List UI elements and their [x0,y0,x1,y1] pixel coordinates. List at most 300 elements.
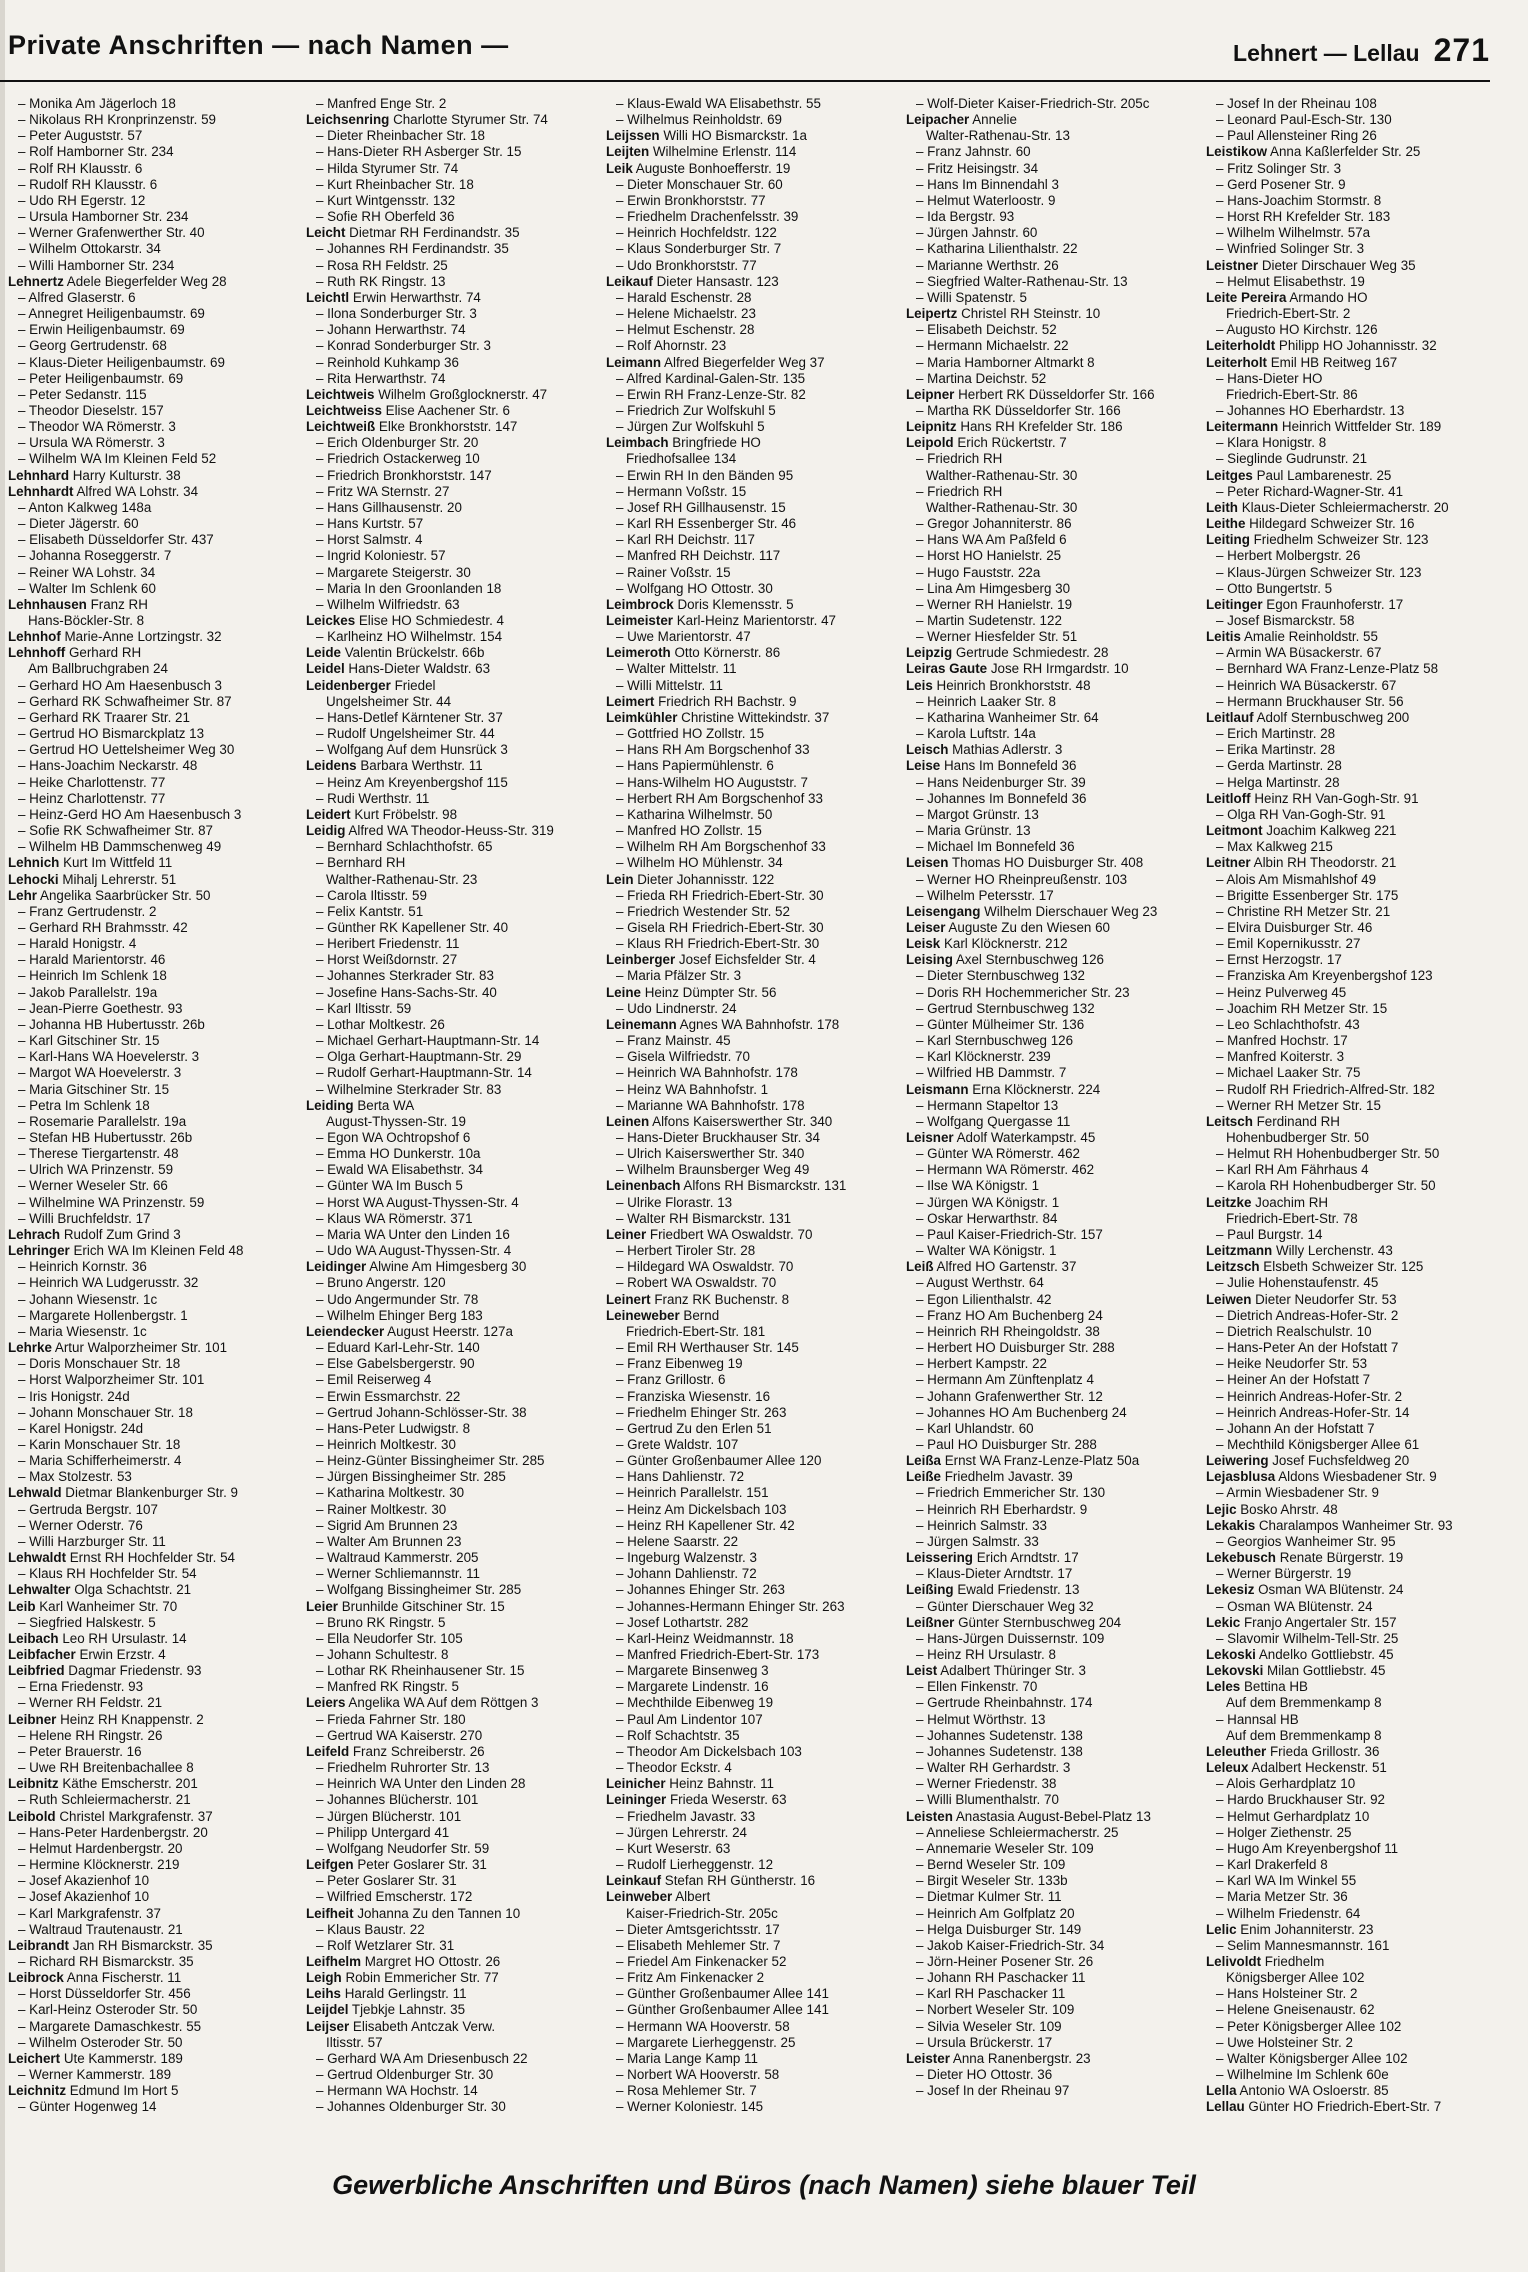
directory-entry: – Karl RH Essenberger Str. 46 [616,516,797,532]
directory-entry: – Heinz Pulverweg 45 [1216,984,1347,1000]
directory-entry: – Mechthild Königsberger Allee 61 [1216,1436,1420,1452]
directory-entry: – Udo Lindnerstr. 24 [616,1000,737,1016]
surname: Lekovski [1206,1663,1264,1679]
surname: Lejic [1206,1501,1237,1517]
directory-entry: – Friedrich Bronkhorststr. 147 [316,467,492,483]
surname: Leichtweis [306,386,375,402]
directory-entry: – Georgios Wanheimer Str. 95 [1216,1533,1396,1549]
directory-entry: – Sofie RH Oberfeld 36 [316,209,455,225]
directory-entry: – Oskar Herwarthstr. 84 [916,1210,1058,1226]
directory-entry: Leismann Erna Klöcknerstr. 224 [906,1081,1101,1097]
directory-entry: – Jürgen Blücherstr. 101 [316,1808,462,1824]
directory-entry: – Johannes HO Am Buchenberg 24 [916,1404,1127,1420]
surname: Leipzig [906,645,953,661]
directory-entry: – Rosa RH Feldstr. 25 [316,257,448,273]
directory-entry: Leis Heinrich Bronkhorststr. 48 [906,677,1091,693]
directory-entry: – Maria Gitschiner Str. 15 [18,1081,170,1097]
directory-entry: – Heinz-Günter Bissingheimer Str. 285 [316,1453,545,1469]
directory-entry: Auf dem Bremmenkamp 8 [1226,1727,1382,1743]
surname: Leipacher [906,112,970,128]
directory-entry: – Rudolf Ungelsheimer Str. 44 [316,726,495,742]
directory-entry: – Jürgen Jahnstr. 60 [916,225,1038,241]
directory-entry: – Heinrich Kornstr. 36 [18,1259,147,1275]
surname: Leleux [1206,1760,1249,1776]
directory-entry: Leinemann Agnes WA Bahnhofstr. 178 [606,1016,840,1032]
surname: Leimert [606,693,655,709]
directory-entry: – Maria WA Unter den Linden 16 [316,1226,510,1242]
directory-entry: Leisch Mathias Adlerstr. 3 [906,742,1063,758]
surname: Leißa [906,1453,941,1469]
surname: Leide [306,645,341,661]
directory-entry: Leibfried Dagmar Friedenstr. 93 [8,1663,202,1679]
surname: Leichtweiß [306,419,376,435]
directory-entry: – Erwin RH In den Bänden 95 [616,467,794,483]
directory-entry: – Joachim RH Metzer Str. 15 [1216,1000,1388,1016]
surname: Leichtweiss [306,402,382,418]
directory-entry: – Johannes Im Bonnefeld 36 [916,790,1087,806]
directory-entry: – Jakob Parallelstr. 19a [18,984,158,1000]
directory-entry: – Karl RH Deichstr. 117 [616,532,755,548]
directory-entry: Leissering Erich Arndtstr. 17 [906,1550,1079,1566]
directory-entry: – Walter Königsberger Allee 102 [1216,2050,1408,2066]
directory-entry: – Karlheinz HO Wilhelmstr. 154 [316,629,503,645]
directory-entry: – Horst Weißdornstr. 27 [316,952,458,968]
directory-entry: – Wilhelm Wilhelmstr. 57a [1216,225,1371,241]
surname: Leinkauf [606,1873,662,1889]
surname: Leitzmann [1206,1243,1273,1259]
directory-entry: Leitloff Heinz RH Van-Gogh-Str. 91 [1206,790,1419,806]
surname: Leifheit [306,1905,354,1921]
directory-entry: – Kurt Weserstr. 63 [616,1840,731,1856]
surname: Leister [906,2050,950,2066]
directory-entry: – Manfred RK Ringstr. 5 [316,1679,459,1695]
directory-entry: Lekesiz Osman WA Blütenstr. 24 [1206,1582,1404,1598]
directory-entry: – Günter WA Römerstr. 462 [916,1146,1080,1162]
directory-entry: – Fritz Solinger Str. 3 [1216,160,1342,176]
directory-entry: Leisner Adolf Waterkampstr. 45 [906,1130,1096,1145]
surname: Leidert [306,806,351,822]
surname: Leist [906,1663,938,1679]
surname: Leichsenring [306,112,390,128]
directory-entry: Leihs Harald Gerlingstr. 11 [306,1986,467,2002]
directory-entry: – Rolf Ahornstr. 23 [616,338,727,354]
directory-entry: Leitlauf Adolf Sternbuschweg 200 [1206,709,1410,725]
directory-entry: Iltisstr. 57 [326,2034,383,2050]
directory-entry: – Klaus Sonderburger Str. 7 [616,241,782,257]
directory-entry: – Friedhelm Ehinger Str. 263 [616,1404,787,1420]
directory-entry: – Hans-Wilhelm HO Auguststr. 7 [616,774,808,790]
directory-entry: – Karl Klöcknerstr. 239 [916,1049,1051,1065]
directory-entry: – Friedrich RH [916,451,1003,467]
directory-entry: – Friedrich Zur Wolfskuhl 5 [616,402,776,418]
directory-entry: – Klaus RH Hochfelder Str. 54 [18,1566,197,1582]
directory-entry: – Helga Duisburger Str. 149 [916,1921,1082,1937]
surname: Lehnhoff [8,645,66,661]
directory-entry: Friedrich-Ebert-Str. 2 [1226,306,1351,322]
directory-entry: – Helmut RH Hohenbudberger Str. 50 [1216,1146,1440,1162]
directory-entry: Leijssen Willi HO Bismarckstr. 1a [606,128,807,144]
directory-entry: – Johann RH Paschacker 11 [916,1970,1086,1986]
directory-entry: – Wilfried HB Dammstr. 7 [916,1065,1067,1081]
directory-entry: – Karl WA Im Winkel 55 [1216,1873,1357,1889]
surname: Leise [906,758,941,774]
column-2 [306,96,598,2176]
directory-entry: – Johannes Oldenburger Str. 30 [316,2099,506,2115]
directory-entry: – Helmut Hardenbergstr. 20 [18,1840,183,1856]
surname: Leitinger [1206,596,1263,612]
directory-entry: Königsberger Allee 102 [1226,1970,1365,1986]
directory-entry: Leleuther Frieda Grillostr. 36 [1206,1743,1380,1759]
directory-entry: – Hermann WA Hooverstr. 58 [616,2018,790,2034]
directory-entry: – Martina Deichstr. 52 [916,370,1047,386]
directory-entry: – Hans Holsteiner Str. 2 [1216,1986,1358,2002]
directory-entry: – Heinrich Andreas-Hofer-Str. 2 [1216,1388,1403,1404]
directory-entry: Leinenbach Alfons RH Bismarckstr. 131 [606,1178,847,1194]
directory-entry: – Wilhelmus Reinholdstr. 69 [616,112,782,128]
directory-entry: Leiwering Josef Fuchsfeldweg 20 [1206,1453,1410,1469]
directory-entry: – Katharina Wilhelmstr. 50 [616,806,773,822]
directory-entry: Leidig Alfred WA Theodor-Heuss-Str. 319 [306,823,554,839]
directory-entry: – Paul Burgstr. 14 [1216,1226,1323,1242]
directory-entry: – Margot WA Hoevelerstr. 3 [18,1065,182,1081]
directory-entry: – Willi Blumenthalstr. 70 [916,1792,1059,1808]
directory-entry: Leidenberger Friedel [306,677,436,693]
directory-entry: Lejasblusa Aldons Wiesbadener Str. 9 [1206,1469,1437,1485]
directory-entry: – Dietrich Realschulstr. 10 [1216,1323,1372,1339]
surname: Leiser [906,919,946,935]
surname: Lehr [8,887,38,903]
directory-entry: – Josef Bismarckstr. 58 [1216,613,1355,628]
surname: Leinenbach [606,1178,681,1194]
surname: Leinert [606,1291,651,1307]
page-header [0,30,1490,78]
surname: Leiwen [1206,1291,1252,1307]
directory-entry: – Werner RH Metzer Str. 15 [1216,1097,1381,1113]
directory-entry: – Gerhard RK Schwafheimer Str. 87 [18,693,232,709]
surname: Leimbach [606,435,669,451]
directory-entry: Leister Anna Ranenbergstr. 23 [906,2050,1091,2066]
directory-entry: – Iris Honigstr. 24d [18,1388,130,1404]
surname: Leitermann [1206,419,1279,435]
directory-entry: Leichsenring Charlotte Styrumer Str. 74 [306,112,548,128]
directory-entry: – Michael Gerhart-Hauptmann-Str. 14 [316,1033,540,1049]
surname: Leifhelm [306,1953,362,1969]
directory-entry: – Birgit Weseler Str. 133b [916,1873,1068,1889]
surname: Lekesiz [1206,1582,1255,1598]
directory-entry: – Gertrud Johann-Schlösser-Str. 38 [316,1404,527,1420]
directory-entry: – Anton Kalkweg 148a [18,499,152,515]
directory-entry: – Wilhelm Ottokarstr. 34 [18,241,161,257]
surname: Leitloff [1206,790,1251,806]
directory-entry: Leipold Erich Rückertstr. 7 [906,435,1067,451]
directory-entry: Lekebusch Renate Bürgerstr. 19 [1206,1550,1404,1566]
directory-entry: Leisten Anastasia August-Bebel-Platz 13 [906,1808,1151,1824]
directory-entry: Auf dem Bremmenkamp 8 [1226,1695,1382,1711]
directory-entry: – Petra Im Schlenk 18 [18,1097,150,1113]
surname: Leiendecker [306,1323,385,1339]
directory-entry: Leier Brunhilde Gitschiner Str. 15 [306,1598,505,1614]
directory-entry: Leiterholdt Philipp HO Johannisstr. 32 [1206,338,1437,354]
surname: Lehocki [8,871,59,887]
directory-entry: – Peter Auguststr. 57 [18,128,143,144]
directory-entry: – Wolfgang HO Ottostr. 30 [616,580,773,596]
directory-entry: – Gerd Posener Str. 9 [1216,176,1346,192]
directory-entry: – Friedel Am Finkenacker 52 [616,1953,787,1969]
surname: Lellau [1206,2099,1245,2115]
directory-entry: – Herbert Kampstr. 22 [916,1356,1047,1372]
directory-entry: – Hans-Dieter Bruckhauser Str. 34 [616,1130,820,1145]
directory-entry: Leimeroth Otto Körnerstr. 86 [606,645,781,661]
directory-entry: – Wilhelm HO Mühlenstr. 34 [616,855,783,871]
surname: Leismann [906,1081,969,1097]
directory-entry: – Ursula Brückerstr. 17 [916,2034,1053,2050]
directory-entry: – Manfred RH Deichstr. 117 [616,548,781,564]
directory-entry: Leichtweis Wilhelm Großglocknerstr. 47 [306,386,548,402]
directory-entry: Leith Klaus-Dieter Schleiermacherstr. 20 [1206,499,1449,515]
directory-entry: – Klaus Baustr. 22 [316,1921,425,1937]
directory-entry: Leickes Elise HO Schmiedestr. 4 [306,613,504,628]
directory-entry: – Siegfried Halskestr. 5 [18,1614,156,1630]
directory-entry: Leidens Barbara Werthstr. 11 [306,758,483,774]
directory-entry: Leitmont Joachim Kalkweg 221 [1206,823,1397,839]
surname: Leisch [906,742,949,758]
directory-entry: – Olga RH Van-Gogh-Str. 91 [1216,806,1386,822]
directory-entry: – Gregor Johanniterstr. 86 [916,516,1072,532]
surname: Leitlauf [1206,709,1254,725]
directory-entry: Ungelsheimer Str. 44 [326,693,452,709]
directory-entry: – Bernhard WA Franz-Lenze-Platz 58 [1216,661,1439,677]
directory-entry: Leinicher Heinz Bahnstr. 11 [606,1776,774,1792]
directory-entry: – Johannes RH Ferdinandstr. 35 [316,241,509,257]
directory-entry: Leiser Auguste Zu den Wiesen 60 [906,919,1110,935]
directory-entry: Leiendecker August Heerstr. 127a [306,1323,513,1339]
surname: Leihs [306,1986,341,2002]
surname: Leithe [1206,516,1246,532]
directory-entry: – Bernhard Schlachthofstr. 65 [316,839,493,855]
directory-entry: – Robert WA Oswaldstr. 70 [616,1275,777,1291]
directory-entry: – Ulrike Florastr. 13 [616,1194,733,1210]
directory-entry: – Johannes-Hermann Ehinger Str. 263 [616,1598,845,1614]
directory-entry: – Paul Allensteiner Ring 26 [1216,128,1377,144]
surname: Leimeister [606,613,673,628]
directory-entry: – Karl Drakerfeld 8 [1216,1857,1328,1873]
directory-entry: Leijten Wilhelmine Erlenstr. 114 [606,144,797,160]
surname: Leibach [8,1630,59,1646]
directory-entry: – Helene Gneisenaustr. 62 [1216,2002,1375,2018]
directory-entry: – Gerhard RK Traarer Str. 21 [18,709,190,725]
directory-entry: – Dieter HO Ottostr. 36 [916,2067,1053,2083]
surname: Leleuther [1206,1743,1267,1759]
surname: Leistner [1206,257,1259,273]
directory-entry: – Hermann Michaelstr. 22 [916,338,1069,354]
directory-entry: – Bruno Angerstr. 120 [316,1275,446,1291]
directory-entry: – Werner HO Rheinpreußenstr. 103 [916,871,1128,887]
directory-entry: – Horst RH Krefelder Str. 183 [1216,209,1391,225]
directory-entry: – Marianne WA Bahnhofstr. 178 [616,1097,805,1113]
directory-entry: – Helene RH Ringstr. 26 [18,1727,163,1743]
surname: Leinemann [606,1016,677,1032]
directory-entry: – Rita Herwarthstr. 74 [316,370,446,386]
directory-entry: – Gertrude Rheinbahnstr. 174 [916,1695,1093,1711]
directory-entry: – Josef In der Rheinau 97 [916,2083,1070,2099]
directory-entry: – Max Kalkweg 215 [1216,839,1333,855]
surname: Lehnhausen [8,596,87,612]
directory-entry: – Peter Heiligenbaumstr. 69 [18,370,184,386]
surname: Leipold [906,435,954,451]
surname: Leisner [906,1130,954,1145]
directory-entry: – Else Gabelsbergerstr. 90 [316,1356,475,1372]
directory-entry: Leichtweiß Elke Bronkhorststr. 147 [306,419,518,435]
surname: Leigh [306,1970,342,1986]
directory-entry: – Martha RK Düsseldorfer Str. 166 [916,402,1121,418]
directory-entry: Lehocki Mihalj Lehrerstr. 51 [8,871,177,887]
directory-entry: – Jürgen Zur Wolfskuhl 5 [616,419,765,435]
directory-entry: Leitzsch Elsbeth Schweizer Str. 125 [1206,1259,1424,1275]
directory-entry: – Günter WA Im Busch 5 [316,1178,463,1194]
directory-entry: – Peter Sedanstr. 115 [18,386,147,402]
directory-entry: – Erwin Heiligenbaumstr. 69 [18,322,185,338]
surname: Leiers [306,1695,346,1711]
directory-entry: – Hans-Joachim Stormstr. 8 [1216,192,1382,208]
surname: Leite Pereira [1206,289,1287,305]
directory-entry: – Rudolf Gerhart-Hauptmann-Str. 14 [316,1065,532,1081]
directory-entry: – Margarete Steigerstr. 30 [316,564,471,580]
directory-entry: – Rudolf Lierheggenstr. 12 [616,1857,774,1873]
directory-entry: – Hardo Bruckhauser Str. 92 [1216,1792,1385,1808]
directory-entry: – Mechthilde Eibenweg 19 [616,1695,774,1711]
surname: Lekebusch [1206,1550,1276,1566]
directory-entry: – Wilhelm Braunsberger Weg 49 [616,1162,810,1178]
directory-entry: Leipzig Gertrude Schmiedestr. 28 [906,645,1109,661]
surname: Leißing [906,1582,954,1598]
surname: Leijssen [606,128,660,144]
directory-entry: – Gertrud Sternbuschweg 132 [916,1000,1095,1016]
directory-entry: – Heinz Am Kreyenbergshof 115 [316,774,508,790]
directory-entry: Leimbrock Doris Klemensstr. 5 [606,596,794,612]
directory-entry: – Gisela RH Friedrich-Ebert-Str. 30 [616,919,824,935]
surname: Leitsch [1206,1113,1253,1129]
surname: Leisengang [906,903,981,919]
directory-entry: – Werner Grafenwerther Str. 40 [18,225,205,241]
directory-entry: – Maria Pfälzer Str. 3 [616,968,742,984]
directory-entry: Lehrach Rudolf Zum Grind 3 [8,1226,181,1242]
directory-entry: – Karl Uhlandstr. 60 [916,1420,1034,1436]
directory-entry: – Heribert Friedenstr. 11 [316,936,460,952]
directory-entry: – Paul Kaiser-Friedrich-Str. 157 [916,1226,1103,1242]
directory-entry: – Walter Im Schlenk 60 [18,580,156,596]
directory-entry: – Brigitte Essenberger Str. 175 [1216,887,1399,903]
directory-entry: – Ella Neudorfer Str. 105 [316,1630,463,1646]
directory-entry: Leimkühler Christine Wittekindstr. 37 [606,709,830,725]
directory-entry: – Gertrud HO Bismarckplatz 13 [18,726,205,742]
directory-entry: – Theodor Eckstr. 4 [616,1760,732,1776]
directory-entry: – Peter Richard-Wagner-Str. 41 [1216,483,1404,499]
surname: Leiding [306,1097,354,1113]
directory-entry: Leise Hans Im Bonnefeld 36 [906,758,1077,774]
directory-entry: – Hilda Styrumer Str. 74 [316,160,459,176]
directory-entry: – Peter Goslarer Str. 31 [316,1873,457,1889]
directory-entry: – Walter WA Königstr. 1 [916,1243,1057,1259]
directory-entry: – Friedrich Ostackerweg 10 [316,451,480,467]
directory-entry: – Friedrich Emmericher Str. 130 [916,1485,1106,1501]
directory-entry: – Helene Saarstr. 22 [616,1533,739,1549]
directory-entry: – Klaus-Dieter Arndtstr. 17 [916,1566,1073,1582]
directory-entry: – Hildegard WA Oswaldstr. 70 [616,1259,794,1275]
directory-entry: – Hannsal HB [1216,1711,1299,1727]
directory-entry: – Heinz WA Bahnhofstr. 1 [616,1081,769,1097]
directory-entry: – Alfred Glaserstr. 6 [18,289,136,305]
directory-entry: – Gertrud Oldenburger Str. 30 [316,2067,494,2083]
directory-entry: – Maria In den Groonlanden 18 [316,580,502,596]
directory-entry: – Heiner An der Hofstatt 7 [1216,1372,1371,1388]
directory-entry: Lekic Franjo Angertaler Str. 157 [1206,1614,1397,1630]
surname: Leijten [606,144,650,160]
directory-entry: – Heinrich Parallelstr. 151 [616,1485,769,1501]
directory-entry: – Annemarie Weseler Str. 109 [916,1840,1094,1856]
directory-entry: – Christine RH Metzer Str. 21 [1216,903,1391,919]
directory-entry: – Dieter Sternbuschweg 132 [916,968,1085,984]
directory-entry: – Grete Waldstr. 107 [616,1436,739,1452]
directory-entry: – Udo Bronkhorststr. 77 [616,257,757,273]
directory-entry: Leide Valentin Brückelstr. 66b [306,645,485,661]
directory-entry: – Uwe RH Breitenbachallee 8 [18,1760,194,1776]
surname: Leles [1206,1679,1241,1695]
directory-entry: – Ernst Herzogstr. 17 [1216,952,1342,968]
directory-entry: Leidel Hans-Dieter Waldstr. 63 [306,661,491,677]
directory-entry: – Hans-Jürgen Duissernstr. 109 [916,1630,1105,1646]
directory-entry: Friedhofsallee 134 [626,451,737,467]
directory-entry: – Johannes Sudetenstr. 138 [916,1743,1083,1759]
directory-entry: – Theodor WA Römerstr. 3 [18,419,176,435]
surname: Leitner [1206,855,1251,871]
directory-entry: – Karola Luftstr. 14a [916,726,1036,742]
directory-entry: – Heinz-Gerd HO Am Haesenbusch 3 [18,806,242,822]
directory-entry: – Karl Iltisstr. 59 [316,1000,412,1016]
directory-entry: – Ursula Hamborner Str. 234 [18,209,189,225]
surname: Leine [606,984,641,1000]
directory-entry: – Heinrich Im Schlenk 18 [18,968,167,984]
directory-entry: – Wilhelm Wilfriedstr. 63 [316,596,460,612]
surname: Leidel [306,661,345,677]
directory-columns [8,96,1490,2176]
directory-entry: – Rolf Hamborner Str. 234 [18,144,174,160]
surname: Leijdel [306,2002,349,2018]
directory-entry: Leik Auguste Bonhoefferstr. 19 [606,160,791,176]
directory-entry: Leigh Robin Emmericher Str. 77 [306,1970,499,1986]
surname: Lekic [1206,1614,1241,1630]
directory-entry: Leiers Angelika WA Auf dem Röttgen 3 [306,1695,539,1711]
directory-entry: Lehwald Dietmar Blankenburger Str. 9 [8,1485,238,1501]
surname: Leimkühler [606,709,678,725]
surname: Leichert [8,2050,61,2066]
directory-entry: – Erwin Essmarchstr. 22 [316,1388,461,1404]
directory-entry: – Karl RH Am Fährhaus 4 [1216,1162,1369,1178]
directory-entry: – Helmut Eschenstr. 28 [616,322,755,338]
directory-entry: Leifgen Peter Goslarer Str. 31 [306,1857,487,1873]
directory-entry: Leichtl Erwin Herwarthstr. 74 [306,289,481,305]
directory-entry: – Norbert Weseler Str. 109 [916,2002,1075,2018]
directory-entry: – Karl-Heinz Weidmannstr. 18 [616,1630,794,1646]
surname: Lehrach [8,1226,61,1242]
directory-entry: Leidinger Alwine Am Himgesberg 30 [306,1259,527,1275]
surname: Lehnhardt [8,483,74,499]
directory-entry: – Werner RH Hanielstr. 19 [916,596,1073,612]
directory-entry: – Heinz Charlottenstr. 77 [18,790,166,806]
surname: Leibfacher [8,1647,76,1662]
directory-entry: – Karel Honigstr. 24d [18,1420,144,1436]
directory-entry: Leiwen Dieter Neudorfer Str. 53 [1206,1291,1397,1307]
directory-entry: – Eduard Karl-Lehr-Str. 140 [316,1340,480,1356]
